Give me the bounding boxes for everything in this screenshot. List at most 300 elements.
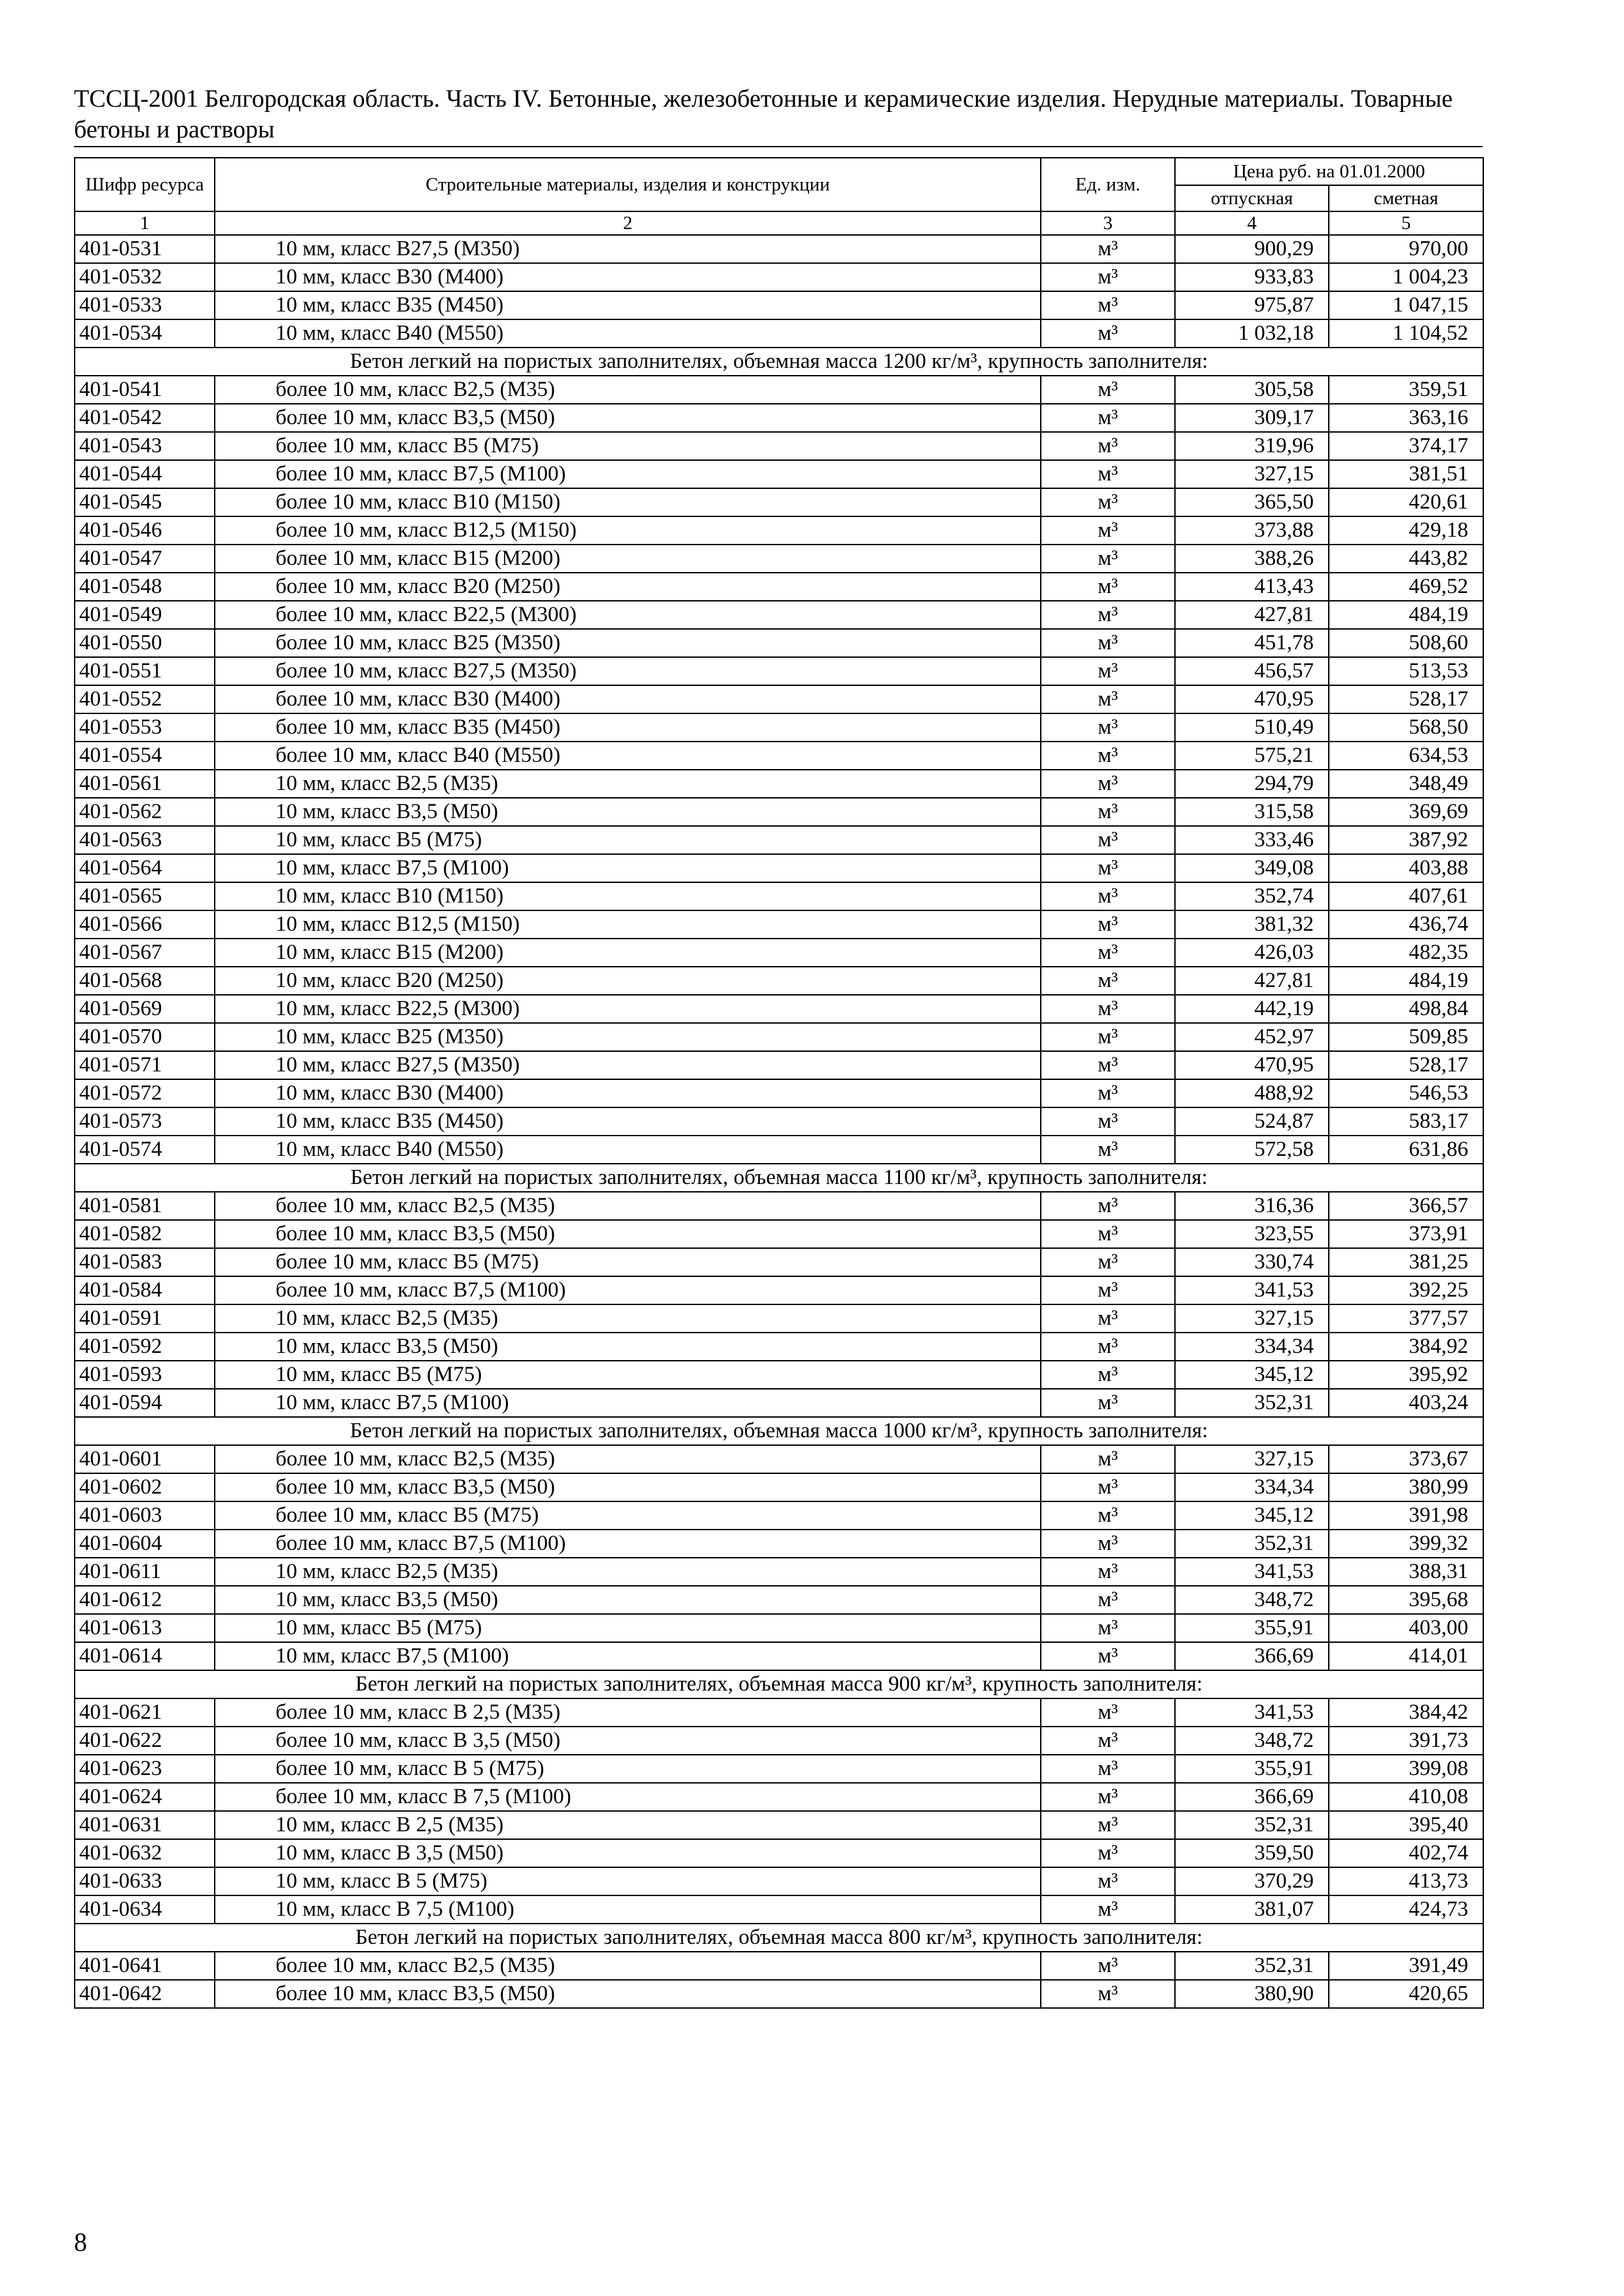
estimate-price: 631,86 <box>1329 1136 1483 1164</box>
material-name: более 10 мм, класс В3,5 (М50) <box>215 404 1041 432</box>
unit-cell: м³ <box>1041 1276 1175 1304</box>
release-price: 370,29 <box>1175 1867 1329 1895</box>
table-row <box>75 1276 1483 1304</box>
unit-cell: м³ <box>1041 1783 1175 1811</box>
material-name: 10 мм, класс В40 (М550) <box>215 1136 1041 1164</box>
release-price: 933,83 <box>1175 263 1329 291</box>
estimate-price: 359,51 <box>1329 376 1483 404</box>
material-name: 10 мм, класс В27,5 (М350) <box>215 235 1041 263</box>
unit-cell: м³ <box>1041 657 1175 685</box>
table-header <box>75 158 1483 235</box>
unit-cell: м³ <box>1041 1558 1175 1586</box>
material-name: 10 мм, класс В30 (М400) <box>215 1079 1041 1107</box>
unit-cell: м³ <box>1041 1333 1175 1361</box>
resource-code: 401-0604 <box>75 1530 215 1558</box>
section-header-row <box>75 1417 1483 1445</box>
estimate-price: 443,82 <box>1329 545 1483 573</box>
resource-code: 401-0573 <box>75 1107 215 1136</box>
material-name: более 10 мм, класс В12,5 (М150) <box>215 516 1041 545</box>
table-row <box>75 939 1483 967</box>
release-price: 352,31 <box>1175 1811 1329 1839</box>
material-name: 10 мм, класс В2,5 (М35) <box>215 1558 1041 1586</box>
material-name: 10 мм, класс В40 (М550) <box>215 319 1041 348</box>
estimate-price: 429,18 <box>1329 516 1483 545</box>
table-row <box>75 1952 1483 1980</box>
unit-cell: м³ <box>1041 882 1175 910</box>
unit-cell: м³ <box>1041 1530 1175 1558</box>
column-number-row <box>75 211 1483 235</box>
table-row <box>75 995 1483 1023</box>
material-name: 10 мм, класс В3,5 (М50) <box>215 1333 1041 1361</box>
table-row <box>75 1727 1483 1755</box>
material-name: 10 мм, класс В 7,5 (М100) <box>215 1895 1041 1924</box>
estimate-price: 392,25 <box>1329 1276 1483 1304</box>
estimate-price: 384,42 <box>1329 1698 1483 1727</box>
resource-code: 401-0592 <box>75 1333 215 1361</box>
release-price: 470,95 <box>1175 685 1329 713</box>
material-name: более 10 мм, класс В22,5 (М300) <box>215 601 1041 629</box>
unit-cell: м³ <box>1041 1501 1175 1530</box>
column-header-release: отпускная <box>1175 185 1329 211</box>
resource-code: 401-0552 <box>75 685 215 713</box>
section-title: Бетон легкий на пористых заполнителях, объемная масса 800 кг/м³, крупность заполнителя: <box>75 1924 1483 1952</box>
unit-cell: м³ <box>1041 910 1175 939</box>
table-row <box>75 1192 1483 1220</box>
material-name: более 10 мм, класс В3,5 (М50) <box>215 1473 1041 1501</box>
resource-code: 401-0633 <box>75 1867 215 1895</box>
resource-code: 401-0565 <box>75 882 215 910</box>
column-number: 4 <box>1175 211 1329 235</box>
material-name: более 10 мм, класс В27,5 (М350) <box>215 657 1041 685</box>
estimate-price: 391,98 <box>1329 1501 1483 1530</box>
release-price: 365,50 <box>1175 488 1329 516</box>
material-name: более 10 мм, класс В2,5 (М35) <box>215 1192 1041 1220</box>
release-price: 327,15 <box>1175 1445 1329 1473</box>
unit-cell: м³ <box>1041 770 1175 798</box>
estimate-price: 436,74 <box>1329 910 1483 939</box>
unit-cell: м³ <box>1041 1727 1175 1755</box>
estimate-price: 348,49 <box>1329 770 1483 798</box>
resource-code: 401-0562 <box>75 798 215 826</box>
release-price: 373,88 <box>1175 516 1329 545</box>
resource-code: 401-0548 <box>75 573 215 601</box>
estimate-price: 363,16 <box>1329 404 1483 432</box>
estimate-price: 395,40 <box>1329 1811 1483 1839</box>
resource-code: 401-0601 <box>75 1445 215 1473</box>
estimate-price: 395,92 <box>1329 1361 1483 1389</box>
estimate-price: 420,65 <box>1329 1980 1483 2008</box>
estimate-price: 403,88 <box>1329 854 1483 882</box>
material-name: более 10 мм, класс В5 (М75) <box>215 432 1041 460</box>
unit-cell: м³ <box>1041 263 1175 291</box>
document-header <box>74 84 1483 147</box>
column-header-price-group: Цена руб. на 01.01.2000 <box>1175 158 1483 185</box>
material-name: более 10 мм, класс В5 (М75) <box>215 1248 1041 1276</box>
resource-code: 401-0594 <box>75 1389 215 1417</box>
unit-cell: м³ <box>1041 1867 1175 1895</box>
table-row <box>75 629 1483 657</box>
resource-code: 401-0591 <box>75 1304 215 1333</box>
table-row <box>75 910 1483 939</box>
unit-cell: м³ <box>1041 1614 1175 1642</box>
column-header-code: Шифр ресурса <box>75 158 215 211</box>
section-title: Бетон легкий на пористых заполнителях, объемная масса 1000 кг/м³, крупность заполнителя: <box>75 1417 1483 1445</box>
unit-cell: м³ <box>1041 1811 1175 1839</box>
release-price: 309,17 <box>1175 404 1329 432</box>
table-row <box>75 545 1483 573</box>
resource-code: 401-0602 <box>75 1473 215 1501</box>
estimate-price: 528,17 <box>1329 685 1483 713</box>
material-name: более 10 мм, класс В40 (М550) <box>215 742 1041 770</box>
table-row <box>75 263 1483 291</box>
table-row <box>75 770 1483 798</box>
table-row <box>75 1783 1483 1811</box>
estimate-price: 399,08 <box>1329 1755 1483 1783</box>
unit-cell: м³ <box>1041 1248 1175 1276</box>
release-price: 380,90 <box>1175 1980 1329 2008</box>
page-number: 8 <box>74 2227 87 2257</box>
estimate-price: 402,74 <box>1329 1839 1483 1867</box>
release-price: 345,12 <box>1175 1361 1329 1389</box>
unit-cell: м³ <box>1041 1895 1175 1924</box>
table-row <box>75 1304 1483 1333</box>
table-row <box>75 601 1483 629</box>
unit-cell: м³ <box>1041 1192 1175 1220</box>
table-row <box>75 432 1483 460</box>
release-price: 427,81 <box>1175 967 1329 995</box>
material-name: более 10 мм, класс В 2,5 (М35) <box>215 1698 1041 1727</box>
release-price: 327,15 <box>1175 460 1329 488</box>
material-name: более 10 мм, класс В3,5 (М50) <box>215 1220 1041 1248</box>
material-name: более 10 мм, класс В7,5 (М100) <box>215 1276 1041 1304</box>
estimate-price: 399,32 <box>1329 1530 1483 1558</box>
material-name: 10 мм, класс В10 (М150) <box>215 882 1041 910</box>
resource-code: 401-0568 <box>75 967 215 995</box>
resource-code: 401-0584 <box>75 1276 215 1304</box>
estimate-price: 1 004,23 <box>1329 263 1483 291</box>
unit-cell: м³ <box>1041 1107 1175 1136</box>
unit-cell: м³ <box>1041 1361 1175 1389</box>
material-name: 10 мм, класс В22,5 (М300) <box>215 995 1041 1023</box>
table-row <box>75 1895 1483 1924</box>
estimate-price: 373,67 <box>1329 1445 1483 1473</box>
release-price: 381,07 <box>1175 1895 1329 1924</box>
unit-cell: м³ <box>1041 460 1175 488</box>
table-row <box>75 319 1483 348</box>
resource-code: 401-0541 <box>75 376 215 404</box>
estimate-price: 1 104,52 <box>1329 319 1483 348</box>
resource-code: 401-0567 <box>75 939 215 967</box>
material-name: более 10 мм, класс В2,5 (М35) <box>215 376 1041 404</box>
estimate-price: 391,73 <box>1329 1727 1483 1755</box>
table-row <box>75 967 1483 995</box>
resource-code: 401-0572 <box>75 1079 215 1107</box>
table-row <box>75 742 1483 770</box>
resource-code: 401-0533 <box>75 291 215 319</box>
resource-code: 401-0563 <box>75 826 215 854</box>
estimate-price: 391,49 <box>1329 1952 1483 1980</box>
resource-code: 401-0561 <box>75 770 215 798</box>
estimate-price: 484,19 <box>1329 967 1483 995</box>
unit-cell: м³ <box>1041 1220 1175 1248</box>
unit-cell: м³ <box>1041 1839 1175 1867</box>
unit-cell: м³ <box>1041 1952 1175 1980</box>
material-name: более 10 мм, класс В15 (М200) <box>215 545 1041 573</box>
resource-code: 401-0613 <box>75 1614 215 1642</box>
column-header-estimate: сметная <box>1329 185 1483 211</box>
material-name: более 10 мм, класс В 3,5 (М50) <box>215 1727 1041 1755</box>
release-price: 388,26 <box>1175 545 1329 573</box>
table-row <box>75 376 1483 404</box>
material-name: более 10 мм, класс В3,5 (М50) <box>215 1980 1041 2008</box>
material-name: более 10 мм, класс В7,5 (М100) <box>215 460 1041 488</box>
material-name: 10 мм, класс В 5 (М75) <box>215 1867 1041 1895</box>
material-name: 10 мм, класс В7,5 (М100) <box>215 1642 1041 1670</box>
table-row <box>75 1079 1483 1107</box>
table-row <box>75 1220 1483 1248</box>
release-price: 341,53 <box>1175 1276 1329 1304</box>
column-header-unit: Ед. изм. <box>1041 158 1175 211</box>
unit-cell: м³ <box>1041 488 1175 516</box>
release-price: 327,15 <box>1175 1304 1329 1333</box>
release-price: 341,53 <box>1175 1558 1329 1586</box>
resource-code: 401-0622 <box>75 1727 215 1755</box>
release-price: 427,81 <box>1175 601 1329 629</box>
resource-code: 401-0553 <box>75 713 215 742</box>
unit-cell: м³ <box>1041 826 1175 854</box>
table-row <box>75 1755 1483 1783</box>
unit-cell: м³ <box>1041 1586 1175 1614</box>
unit-cell: м³ <box>1041 404 1175 432</box>
estimate-price: 484,19 <box>1329 601 1483 629</box>
column-number: 3 <box>1041 211 1175 235</box>
table-row <box>75 1023 1483 1051</box>
unit-cell: м³ <box>1041 601 1175 629</box>
unit-cell: м³ <box>1041 713 1175 742</box>
unit-cell: м³ <box>1041 432 1175 460</box>
resource-code: 401-0631 <box>75 1811 215 1839</box>
table-row <box>75 882 1483 910</box>
estimate-price: 395,68 <box>1329 1586 1483 1614</box>
unit-cell: м³ <box>1041 1698 1175 1727</box>
release-price: 366,69 <box>1175 1642 1329 1670</box>
unit-cell: м³ <box>1041 995 1175 1023</box>
table-row <box>75 798 1483 826</box>
estimate-price: 1 047,15 <box>1329 291 1483 319</box>
release-price: 305,58 <box>1175 376 1329 404</box>
table-row <box>75 1698 1483 1727</box>
table-row <box>75 1501 1483 1530</box>
unit-cell: м³ <box>1041 685 1175 713</box>
section-header-row <box>75 1670 1483 1698</box>
table-row <box>75 1867 1483 1895</box>
resource-code: 401-0570 <box>75 1023 215 1051</box>
column-number: 5 <box>1329 211 1483 235</box>
unit-cell: м³ <box>1041 1136 1175 1164</box>
table-row <box>75 1980 1483 2008</box>
release-price: 451,78 <box>1175 629 1329 657</box>
resource-code: 401-0583 <box>75 1248 215 1276</box>
estimate-price: 414,01 <box>1329 1642 1483 1670</box>
estimate-price: 482,35 <box>1329 939 1483 967</box>
table-row <box>75 1586 1483 1614</box>
resource-code: 401-0545 <box>75 488 215 516</box>
material-name: 10 мм, класс В35 (М450) <box>215 291 1041 319</box>
material-name: 10 мм, класс В27,5 (М350) <box>215 1051 1041 1079</box>
release-price: 294,79 <box>1175 770 1329 798</box>
estimate-price: 377,57 <box>1329 1304 1483 1333</box>
release-price: 488,92 <box>1175 1079 1329 1107</box>
estimate-price: 528,17 <box>1329 1051 1483 1079</box>
table-row <box>75 404 1483 432</box>
resource-code: 401-0554 <box>75 742 215 770</box>
unit-cell: м³ <box>1041 1642 1175 1670</box>
resource-code: 401-0603 <box>75 1501 215 1530</box>
table-row <box>75 291 1483 319</box>
material-name: 10 мм, класс В15 (М200) <box>215 939 1041 967</box>
release-price: 975,87 <box>1175 291 1329 319</box>
material-name: 10 мм, класс В2,5 (М35) <box>215 770 1041 798</box>
estimate-price: 469,52 <box>1329 573 1483 601</box>
material-name: более 10 мм, класс В 5 (М75) <box>215 1755 1041 1783</box>
estimate-price: 420,61 <box>1329 488 1483 516</box>
material-name: 10 мм, класс В 3,5 (М50) <box>215 1839 1041 1867</box>
section-header-row <box>75 1924 1483 1952</box>
resource-code: 401-0542 <box>75 404 215 432</box>
table-row <box>75 713 1483 742</box>
unit-cell: м³ <box>1041 1389 1175 1417</box>
table-body <box>75 235 1483 2008</box>
estimate-price: 546,53 <box>1329 1079 1483 1107</box>
unit-cell: м³ <box>1041 854 1175 882</box>
table-row <box>75 1389 1483 1417</box>
table-row <box>75 1811 1483 1839</box>
unit-cell: м³ <box>1041 573 1175 601</box>
release-price: 333,46 <box>1175 826 1329 854</box>
table-row <box>75 657 1483 685</box>
material-name: более 10 мм, класс В2,5 (М35) <box>215 1952 1041 1980</box>
table-row <box>75 1642 1483 1670</box>
material-name: 10 мм, класс В7,5 (М100) <box>215 1389 1041 1417</box>
resource-code: 401-0612 <box>75 1586 215 1614</box>
release-price: 316,36 <box>1175 1192 1329 1220</box>
resource-code: 401-0641 <box>75 1952 215 1980</box>
release-price: 345,12 <box>1175 1501 1329 1530</box>
table-row <box>75 1558 1483 1586</box>
release-price: 1 032,18 <box>1175 319 1329 348</box>
material-name: 10 мм, класс В5 (М75) <box>215 1361 1041 1389</box>
unit-cell: м³ <box>1041 1445 1175 1473</box>
material-name: 10 мм, класс В12,5 (М150) <box>215 910 1041 939</box>
estimate-price: 387,92 <box>1329 826 1483 854</box>
material-name: 10 мм, класс В25 (М350) <box>215 1023 1041 1051</box>
unit-cell: м³ <box>1041 319 1175 348</box>
estimate-price: 413,73 <box>1329 1867 1483 1895</box>
release-price: 352,31 <box>1175 1389 1329 1417</box>
material-name: 10 мм, класс В35 (М450) <box>215 1107 1041 1136</box>
estimate-price: 424,73 <box>1329 1895 1483 1924</box>
release-price: 524,87 <box>1175 1107 1329 1136</box>
material-name: более 10 мм, класс В30 (М400) <box>215 685 1041 713</box>
estimate-price: 403,24 <box>1329 1389 1483 1417</box>
material-name: более 10 мм, класс В20 (М250) <box>215 573 1041 601</box>
resource-code: 401-0543 <box>75 432 215 460</box>
table-row <box>75 1473 1483 1501</box>
estimate-price: 381,51 <box>1329 460 1483 488</box>
unit-cell: м³ <box>1041 516 1175 545</box>
resource-code: 401-0623 <box>75 1755 215 1783</box>
estimate-price: 384,92 <box>1329 1333 1483 1361</box>
table-row <box>75 1333 1483 1361</box>
estimate-price: 583,17 <box>1329 1107 1483 1136</box>
section-title: Бетон легкий на пористых заполнителях, объемная масса 1200 кг/м³, крупность заполнителя: <box>75 348 1483 376</box>
resource-code: 401-0614 <box>75 1642 215 1670</box>
material-name: 10 мм, класс В3,5 (М50) <box>215 1586 1041 1614</box>
release-price: 572,58 <box>1175 1136 1329 1164</box>
column-number: 2 <box>215 211 1041 235</box>
table-row <box>75 235 1483 263</box>
table-row <box>75 573 1483 601</box>
table-row <box>75 1614 1483 1642</box>
section-header-row <box>75 348 1483 376</box>
release-price: 452,97 <box>1175 1023 1329 1051</box>
release-price: 510,49 <box>1175 713 1329 742</box>
resource-code: 401-0569 <box>75 995 215 1023</box>
section-title: Бетон легкий на пористых заполнителях, объемная масса 1100 кг/м³, крупность заполнителя: <box>75 1164 1483 1192</box>
material-name: 10 мм, класс В2,5 (М35) <box>215 1304 1041 1333</box>
material-name: более 10 мм, класс В25 (М350) <box>215 629 1041 657</box>
release-price: 319,96 <box>1175 432 1329 460</box>
release-price: 352,31 <box>1175 1952 1329 1980</box>
resource-code: 401-0550 <box>75 629 215 657</box>
release-price: 330,74 <box>1175 1248 1329 1276</box>
release-price: 341,53 <box>1175 1698 1329 1727</box>
material-name: более 10 мм, класс В10 (М150) <box>215 488 1041 516</box>
release-price: 355,91 <box>1175 1755 1329 1783</box>
table-row <box>75 1445 1483 1473</box>
release-price: 323,55 <box>1175 1220 1329 1248</box>
material-name: 10 мм, класс В7,5 (М100) <box>215 854 1041 882</box>
material-name: 10 мм, класс В20 (М250) <box>215 967 1041 995</box>
resource-code: 401-0574 <box>75 1136 215 1164</box>
column-number: 1 <box>75 211 215 235</box>
unit-cell: м³ <box>1041 376 1175 404</box>
resource-code: 401-0566 <box>75 910 215 939</box>
unit-cell: м³ <box>1041 1304 1175 1333</box>
unit-cell: м³ <box>1041 1023 1175 1051</box>
material-name: 10 мм, класс В30 (М400) <box>215 263 1041 291</box>
material-name: более 10 мм, класс В 7,5 (М100) <box>215 1783 1041 1811</box>
material-name: более 10 мм, класс В5 (М75) <box>215 1501 1041 1530</box>
estimate-price: 366,57 <box>1329 1192 1483 1220</box>
resource-code: 401-0634 <box>75 1895 215 1924</box>
resource-code: 401-0551 <box>75 657 215 685</box>
column-header-name: Строительные материалы, изделия и конструкции <box>215 158 1041 211</box>
document-title: ТССЦ-2001 Белгородская область. Часть IV. Бетонные, железобетонные и керамические изделия. Нерудные материалы. Товарные бетоны и растворы <box>74 85 1453 143</box>
section-header-row <box>75 1164 1483 1192</box>
release-price: 348,72 <box>1175 1586 1329 1614</box>
unit-cell: м³ <box>1041 1755 1175 1783</box>
release-price: 349,08 <box>1175 854 1329 882</box>
estimate-price: 407,61 <box>1329 882 1483 910</box>
material-name: более 10 мм, класс В35 (М450) <box>215 713 1041 742</box>
unit-cell: м³ <box>1041 742 1175 770</box>
release-price: 575,21 <box>1175 742 1329 770</box>
release-price: 352,31 <box>1175 1530 1329 1558</box>
release-price: 413,43 <box>1175 573 1329 601</box>
table-row <box>75 685 1483 713</box>
price-table <box>74 157 1484 2009</box>
